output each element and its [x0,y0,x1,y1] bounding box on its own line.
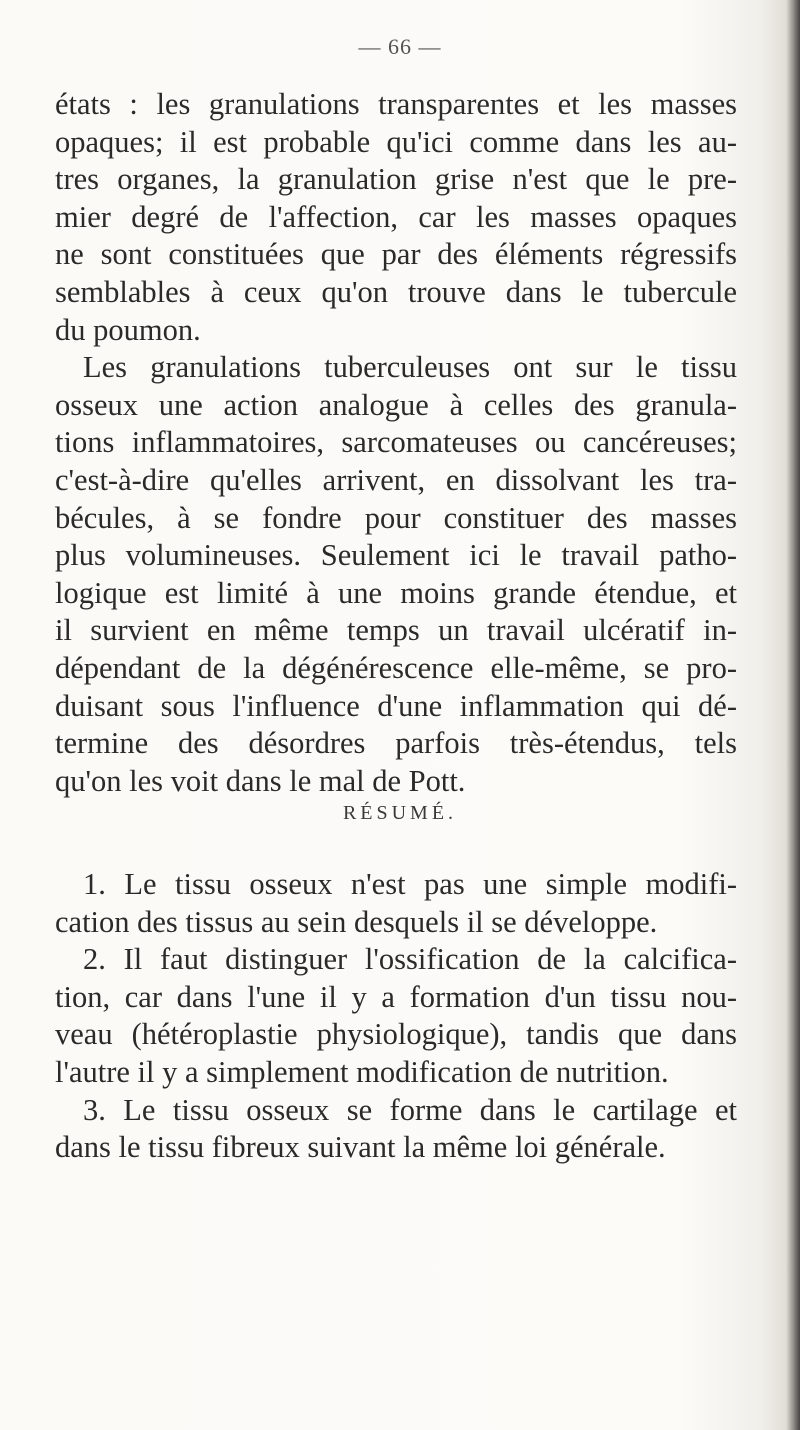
text-line: mier degré de l'affection, car les masses opaques [55,199,737,234]
text-line: états : les granulations transparentes et les masses [55,87,737,121]
text-line: c'est-à-dire qu'elles arrivent, en dissolvant les tra- [55,462,737,497]
text-line: tion, car dans l'une il y a formation d'un tissu nou- [55,979,737,1014]
text-line: qu'on les voit dans le mal de Pott. [55,763,466,798]
text-line: logique est limité à une moins grande étendue, et [55,575,737,610]
text-line: osseux une action analogue à celles des granula- [55,387,737,422]
text-line: semblables à ceux qu'on trouve dans le tubercule [55,274,737,309]
text-line: dépendant de la dégénérescence elle-même, se pro- [55,650,737,685]
text-line: termine des désordres parfois très-étendus, tels [55,726,737,761]
text-line: Les granulations tuberculeuses ont sur le tissu [83,350,737,385]
paragraph [55,349,737,800]
binding-shadow [786,0,800,1430]
summary-item [55,866,737,941]
text-line: 1. Le tissu osseux n'est pas une simple modifi- [83,867,737,901]
summary-item [55,1092,737,1167]
page-number: — 66 — [358,34,442,59]
text-line: l'autre il y a simplement modification de nutrition. [55,1054,669,1089]
section-heading: RÉSUMÉ. [342,802,458,824]
text-line: il survient en même temps un travail ulcératif in- [55,613,737,648]
body-text [55,86,737,800]
text-line: plus volumineuses. Seulement ici le travail patho- [55,538,737,573]
text-line: tres organes, la granulation grise n'est que le pre- [55,162,737,197]
text-line: dans le tissu fibreux suivant la même loi générale. [55,1130,666,1165]
text-line: 2. Il faut distinguer l'ossification de la calcifica- [83,942,737,977]
text-line: 3. Le tissu osseux se forme dans le cartilage et [83,1092,737,1127]
summary-item [55,941,737,1091]
text-line: duisant sous l'influence d'une inflammation qui dé- [55,688,737,723]
text-line: bécules, à se fondre pour constituer des masses [55,500,737,535]
text-line: veau (hétéroplastie physiologique), tandis que dans [55,1017,737,1052]
paragraph [55,86,737,349]
text-line: du poumon. [55,312,201,347]
text-line: opaques; il est probable qu'ici comme dans les au- [55,124,737,159]
summary-list [55,866,737,1167]
text-line: cation des tissus au sein desquels il se développe. [55,904,658,939]
text-line: ne sont constituées que par des éléments régressifs [55,237,737,272]
text-line: tions inflammatoires, sarcomateuses ou cancéreuses; [55,425,737,460]
